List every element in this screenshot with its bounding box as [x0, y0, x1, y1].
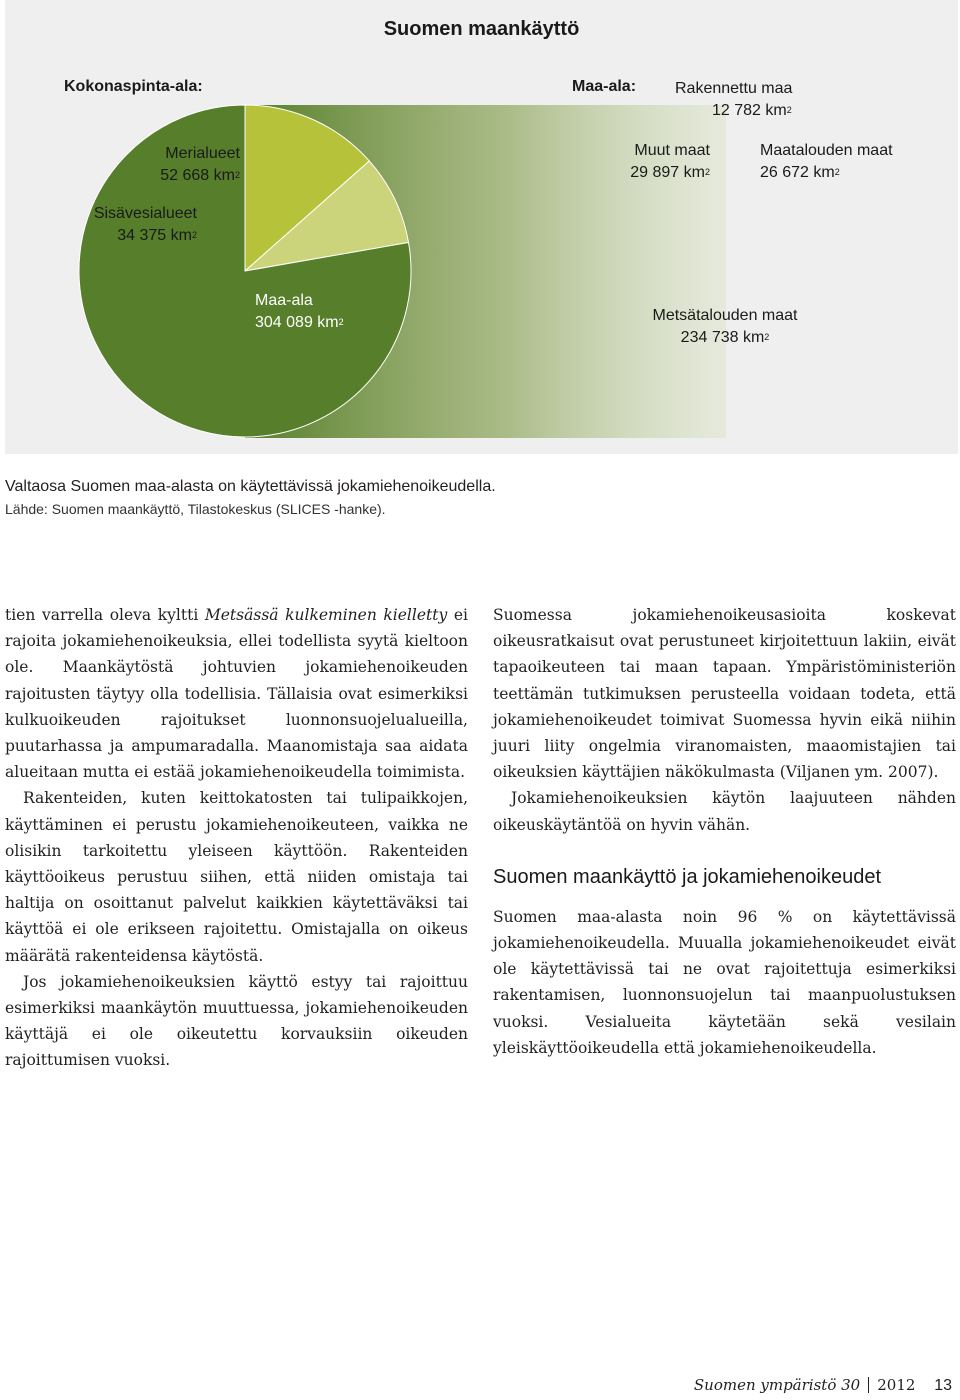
metsatalouden-maat-label: Metsätalouden maat 234 738 $km^2$ — [652, 307, 798, 346]
maatalouden-maat-label: Maatalouden maat 26 672 $km^2$ — [760, 142, 893, 181]
right-paragraph-1: Suomessa jokamiehenoikeusasioita koskevat oikeusratkaisut ovat perustuneet kirjoitettuun lakiin, eivät tapaoikeuteen tai maan tapaan. Ympäristöministeriön teettämän tutkimuksen perusteella voidaan todeta, että jokamiehenoikeudet toimivat Suomessa hyvin eikä niihin juuri liity ongelmia viranomaisten, maaomistajien tai oikeuksien käyttäjien näkökulmasta (Viljanen ym. 2007). — [493, 606, 956, 782]
right-text-column — [493, 602, 956, 1061]
sign-text: Metsässä kulkeminen kielletty — [204, 606, 448, 624]
publication-name: Suomen ympäristö — [693, 1376, 837, 1394]
caption-text: Valtaosa Suomen maa-alasta on käytettävissä jokamiehenoikeudella. — [5, 478, 496, 495]
publication-year: 2012 — [877, 1376, 916, 1394]
caption-source: Lähde: Suomen maankäyttö, Tilastokeskus (SLICES -hanke). — [5, 501, 386, 517]
page-footer — [694, 1376, 952, 1395]
page-number: 13 — [934, 1377, 952, 1394]
left-paragraph-1: tien varrella oleva kyltti Metsässä kulkeminen kielletty ei rajoita jokamiehenoikeuksia, ellei todellista syytä kieltoon ole. Maankäytöstä johtuvien jokamiehenoikeuden rajoitusten täytyy olla todellisia. Tällaisia ovat esimerkiksi kulkuoikeuden rajoitukset luonnonsuojelualueilla, puutarhassa ja ampumaradalla. Maanomistaja saa aidata alueitaan mutta ei estää jokamiehenoikeudella toimimista. — [5, 606, 468, 782]
sisavesialueet-label: Sisävesialueet 34 375 $km^2$ — [93, 205, 197, 244]
left-text-column — [5, 602, 468, 1074]
right-paragraph-3: Suomen maa-alasta noin 96 % on käytettävissä jokamiehenoikeudella. Muualla jokamiehenoikeudet eivät ole käytettävissä tai ne ovat rajoitettuja esimerkiksi rakentamisen, luonnonsuojelun tai maanpuolustuksen vuoksi. Vesialueita käytetään sekä vesilain yleiskäyttöoikeudella että jokamiehenoikeudella. — [493, 907, 956, 1057]
left-paragraph-3: Jos jokamiehenoikeuksien käyttö estyy tai rajoittuu esimerkiksi maankäytön muuttuessa, jokamiehenoikeuden käyttäjä ei ole oikeutettu korvauksiin oikeuden rajoittumisen vuoksi. — [5, 972, 468, 1070]
figure-panel — [5, 0, 958, 454]
left-paragraph-2: Rakenteiden, kuten keittokatosten tai tulipaikkojen, käyttäminen ei perustu jokamiehenoikeuteen, vaikka ne olisikin tarkoitettu yleiseen käyttöön. Rakenteiden käyttöoikeus perustuu siihen, että niiden omistaja tai haltija on osoittanut palvelut kaikkien käytettäväksi tai käyttöä ei ole erikseen rajoitettu. Omistajalla on oikeus määrätä rakenteidensa käytöstä. — [5, 789, 468, 965]
section-heading: Suomen maankäyttö ja jokamiehenoikeudet — [493, 865, 882, 888]
total-area-header: Kokonaspinta-ala: — [64, 78, 203, 95]
figure-title: Suomen maankäyttö — [383, 18, 580, 40]
issue-number: 30 — [841, 1376, 861, 1394]
footer-divider — [868, 1377, 869, 1393]
muut-maat-label: Muut maat 29 897 $km^2$ — [630, 142, 710, 181]
merialueet-label: Merialueet 52 668 $km^2$ — [160, 145, 240, 184]
rakennettu-maa-label: Rakennettu maa 12 782 $km^2$ — [675, 80, 793, 119]
figure-caption — [5, 476, 945, 520]
maa-ala-label: Maa-ala 304 089 $km^2$ — [255, 292, 344, 331]
land-area-header: Maa-ala: — [572, 78, 637, 95]
right-paragraph-2: Jokamiehenoikeuksien käytön laajuuteen nähden oikeuskäytäntöä on hyvin vähän. — [493, 789, 956, 834]
